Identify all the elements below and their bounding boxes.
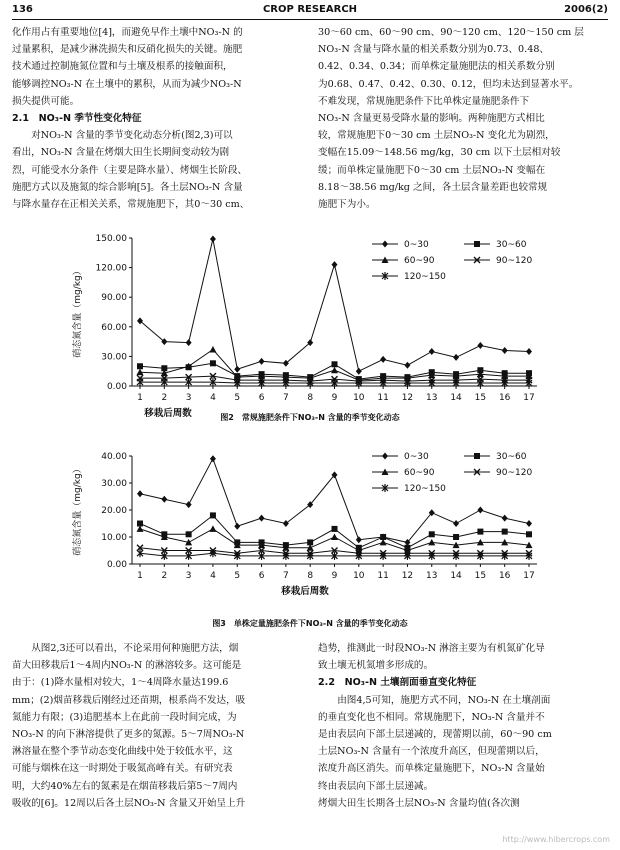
- data-point: [186, 501, 192, 508]
- x-tick-label: 1: [137, 393, 143, 403]
- x-tick-label: 16: [498, 393, 511, 403]
- data-point: [526, 348, 532, 355]
- data-point: [502, 347, 508, 354]
- watermark: http://www.hibercrops.com: [502, 835, 610, 844]
- text-line: 变幅在15.09～148.56 mg/kg，30 cm 以下土层相对较: [318, 147, 561, 159]
- journal-name: CROP RESEARCH: [262, 4, 358, 15]
- data-point: [283, 360, 289, 367]
- data-point: [380, 356, 386, 363]
- data-point: [453, 520, 459, 527]
- x-tick-label: 9: [331, 393, 338, 403]
- data-point: [356, 368, 362, 375]
- data-point: [161, 496, 167, 503]
- x-tick-label: 7: [283, 393, 289, 403]
- x-tick-label: 17: [523, 571, 535, 581]
- x-tick-label: 3: [185, 393, 192, 403]
- legend-entry: [372, 484, 446, 494]
- y-tick-label: 0.00: [106, 560, 127, 570]
- data-point: [209, 525, 216, 532]
- text-line: 较，常规施肥下0～30 cm 土层NO₃-N 变化尤为剧烈，: [318, 130, 555, 142]
- header-rule: [12, 19, 608, 20]
- x-axis-label: 移栽后周数: [144, 408, 192, 419]
- data-point: [429, 531, 435, 537]
- text-line: 施肥下为小。: [318, 199, 376, 211]
- top-left-column: [12, 24, 302, 213]
- text-line: 烈，可能受水分条件（主要是降水量）、烤烟生长阶段、: [12, 164, 248, 176]
- y-tick-label: 30.00: [101, 352, 127, 363]
- legend-entry: [372, 452, 429, 462]
- text-line: 致土壤无机氮增多形成的。: [318, 660, 434, 672]
- page-header: [12, 4, 608, 20]
- top-right-column: [318, 24, 608, 213]
- legend-label: 0~30: [404, 452, 429, 462]
- x-tick-label: 17: [523, 393, 535, 403]
- data-point: [526, 520, 532, 527]
- text-line: 对NO₃-N 含量的季节变化动态分析(图2,3)可以: [31, 130, 233, 142]
- y-tick-label: 60.00: [101, 322, 127, 333]
- x-tick-label: 4: [210, 571, 216, 581]
- legend-label: 0~30: [404, 240, 429, 250]
- x-tick-label: 11: [377, 393, 389, 403]
- x-tick-label: 8: [307, 571, 314, 581]
- legend-label: 90~120: [496, 468, 533, 478]
- legend-entry: [372, 240, 429, 250]
- x-tick-label: 15: [474, 571, 487, 581]
- text-line: 吸收的[6]。12周以后各土层NO₃-N 含量又开始呈上升: [12, 797, 246, 809]
- text-line: 由图4,5可知，施肥方式不同，NO₃-N 在土壤剖面: [337, 694, 551, 706]
- text-line: 看出，NO₃-N 含量在烤烟大田生长期间变动较为剧: [12, 147, 230, 159]
- y-tick-label: 150.00: [95, 234, 127, 244]
- x-tick-label: 15: [474, 393, 487, 403]
- legend-marker: [474, 453, 480, 459]
- y-tick-label: 0.00: [106, 382, 127, 392]
- text-line: 8.18～38.56 mg/kg 之间，各土层含量差距也较常规: [318, 181, 548, 193]
- legend-label: 30~60: [496, 240, 527, 250]
- legend-entry: [464, 240, 527, 250]
- legend-entry: [372, 468, 435, 478]
- legend-entry: [372, 272, 446, 282]
- series-line: [140, 239, 529, 371]
- data-point: [477, 342, 483, 349]
- data-point: [453, 534, 459, 540]
- x-tick-label: 12: [401, 393, 414, 403]
- figure-3-chart: [70, 450, 550, 608]
- text-line: 30～60 cm、60～90 cm、90～120 cm、120～150 cm 层: [318, 27, 584, 38]
- text-line: NO₃-N 的向下淋溶提供了更多的氮源。5～7周NO₃-N: [12, 729, 245, 741]
- data-point: [234, 366, 240, 373]
- text-line: 从图2,3还可以看出，不论采用何种施肥方法，烟: [31, 643, 239, 654]
- y-tick-label: 20.00: [101, 506, 127, 516]
- text-line: 氮能力有限；(3)追肥基本上在此前一段时间完成，为: [12, 711, 237, 723]
- y-axis-label: 硝态氮含量（mg/kg）: [73, 464, 83, 556]
- legend-label: 60~90: [404, 256, 435, 266]
- data-point: [332, 261, 338, 268]
- legend-marker: [382, 241, 388, 248]
- text-line: 不难发现，常规施肥条件下比单株定量施肥条件下: [318, 95, 530, 107]
- data-point: [210, 235, 216, 242]
- text-line: 能够调控NO₃-N 在土壤中的累积，从而为减少NO₃-N: [12, 78, 242, 90]
- text-line: NO₃-N 含量更易受降水量的影响。两种施肥方式相比: [318, 113, 545, 125]
- x-tick-label: 10: [353, 393, 365, 403]
- data-point: [332, 361, 338, 367]
- y-axis-label: 硝态氮含量（mg/kg）: [73, 266, 83, 358]
- data-point: [404, 362, 410, 369]
- series-0~30: [137, 455, 532, 546]
- x-tick-label: 16: [498, 571, 511, 581]
- data-point: [137, 363, 143, 369]
- text-line: 过量累积，是减少淋洗损失和反硝化损失的关键。施肥: [12, 44, 243, 56]
- text-line: 缓；而单株定量施肥下0～30 cm 土层NO₃-N 变幅在: [318, 164, 546, 176]
- page-number: 136: [12, 4, 33, 15]
- data-point: [477, 529, 483, 535]
- text-line: 明，大约40%左右的氮素是在烟苗移栽后第5～7周内: [12, 780, 238, 792]
- x-tick-label: 6: [258, 571, 265, 581]
- section-heading-2-2: 2.2 NO₃-N 土壤剖面垂直变化特征: [318, 677, 477, 689]
- x-tick-label: 10: [353, 571, 365, 581]
- data-point: [210, 455, 216, 462]
- data-point: [210, 512, 216, 518]
- y-tick-label: 90.00: [101, 293, 127, 304]
- x-tick-label: 2: [161, 393, 168, 403]
- text-line: 淋溶量在整个季节动态变化曲线中处于较低水平，这: [12, 746, 233, 758]
- x-tick-label: 9: [331, 571, 338, 581]
- text-line: 为0.68、0.47、0.42、0.30、0.12，但均未达到显著水平。: [318, 78, 579, 90]
- data-point: [477, 507, 483, 514]
- data-point: [210, 360, 216, 366]
- bottom-left-column: [12, 640, 302, 812]
- section-heading-2-1: 2.1 NO₃-N 季节性变化特征: [12, 113, 142, 125]
- y-tick-label: 10.00: [101, 533, 127, 543]
- y-tick-label: 120.00: [95, 263, 127, 274]
- y-tick-label: 40.00: [101, 452, 127, 462]
- legend-entry: [464, 256, 532, 266]
- data-point: [428, 539, 435, 546]
- text-line: 与降水量存在正相关关系，常规施肥下，其0～30 cm、: [12, 199, 250, 211]
- text-line: 施肥方式以及施氮的综合影响[5]。各土层NO₃-N 含量: [12, 181, 243, 193]
- legend-entry: [372, 256, 435, 266]
- figure-3-caption: 图3 单株定量施肥条件下NO₃-N 含量的季节变化动态: [212, 619, 408, 628]
- data-point: [234, 523, 240, 530]
- legend-label: 90~120: [496, 256, 533, 266]
- x-tick-label: 6: [258, 393, 265, 403]
- data-point: [259, 515, 265, 522]
- x-axis-label: 移栽后周数: [281, 586, 329, 597]
- data-point: [331, 534, 338, 541]
- figure-2-caption: 图2 常规施肥条件下NO₃-N 含量的季节变化动态: [220, 413, 400, 422]
- series-0~30: [137, 235, 532, 374]
- x-tick-label: 1: [137, 571, 143, 581]
- text-line: 0.42、0.34、0.34；而单株定量施肥法的相关系数分别: [318, 61, 555, 73]
- data-point: [429, 348, 435, 355]
- x-tick-label: 13: [426, 571, 438, 581]
- text-line: 的垂直变化也不相同。常规施肥下，NO₃-N 含量并不: [318, 711, 545, 723]
- x-tick-label: 3: [185, 571, 192, 581]
- series-30~60: [137, 512, 532, 550]
- data-point: [137, 490, 143, 497]
- data-point: [161, 338, 167, 345]
- data-point: [209, 346, 216, 353]
- x-tick-label: 5: [234, 393, 241, 403]
- x-tick-label: 14: [450, 571, 462, 581]
- text-line: 可能与烟株在这一时期处于吸氮高峰有关。有研究表: [12, 763, 233, 775]
- y-tick-label: 30.00: [101, 479, 127, 489]
- data-point: [186, 339, 192, 346]
- text-line: 损失提供可能。: [12, 95, 80, 107]
- x-tick-label: 12: [401, 571, 414, 581]
- legend-marker: [382, 453, 388, 460]
- x-tick-label: 8: [307, 393, 314, 403]
- text-line: 化作用占有重要地位[4]，而避免早作土壤中NO₃-N 的: [12, 27, 243, 38]
- x-tick-label: 14: [450, 393, 462, 403]
- legend-marker: [474, 241, 480, 247]
- data-point: [283, 520, 289, 527]
- text-line: 终由表层向下部土层递减。: [318, 780, 434, 792]
- text-line: 技术通过控制施氮位置和与土壤及根系的接触面积，: [12, 61, 233, 73]
- data-point: [502, 529, 508, 535]
- data-point: [453, 354, 459, 361]
- text-line: 由于：(1)降水量相对较大，1～4周降水量达199.6: [12, 677, 229, 689]
- text-line: 烤烟大田生长期各土层NO₃-N 含量均值(各次测: [318, 797, 520, 809]
- x-tick-label: 11: [377, 571, 389, 581]
- text-line: NO₃-N 含量与降水量的相关系数分别为0.73、0.48、: [318, 44, 550, 56]
- data-point: [259, 358, 265, 365]
- legend-label: 120~150: [404, 484, 446, 494]
- text-line: 土层NO₃-N 含量有一个浓度升高区，但现蕾期以后，: [318, 746, 545, 758]
- legend-entry: [464, 468, 532, 478]
- text-line: 是由表层向下部土层递减的，现蕾期以前，60～90 cm: [318, 729, 552, 741]
- data-point: [356, 536, 362, 543]
- issue-number: 2006(2): [564, 4, 608, 15]
- x-tick-label: 13: [426, 393, 438, 403]
- legend-entry: [464, 452, 527, 462]
- x-tick-label: 5: [234, 571, 241, 581]
- x-tick-label: 7: [283, 571, 289, 581]
- data-point: [186, 531, 192, 537]
- text-line: 苗大田移栽后1～4周内NO₃-N 的淋溶较多。这可能是: [12, 660, 242, 672]
- data-point: [502, 515, 508, 522]
- text-line: 浓度升高区消失。而单株定量施肥下，NO₃-N 含量始: [318, 763, 545, 775]
- data-point: [526, 531, 532, 537]
- bottom-right-column: [318, 640, 608, 812]
- legend-label: 60~90: [404, 468, 435, 478]
- legend-label: 30~60: [496, 452, 527, 462]
- x-tick-label: 2: [161, 571, 168, 581]
- figure-2-chart: [70, 232, 550, 422]
- x-tick-label: 4: [210, 393, 216, 403]
- text-line: 趋势，推测此一时段NO₃-N 淋溶主要为有机氮矿化导: [318, 643, 545, 654]
- data-point: [331, 367, 338, 374]
- data-point: [332, 526, 338, 532]
- text-line: mm；(2)烟苗移栽后刚经过还苗期，根系尚不发达，吸: [12, 694, 246, 706]
- legend-label: 120~150: [404, 272, 446, 282]
